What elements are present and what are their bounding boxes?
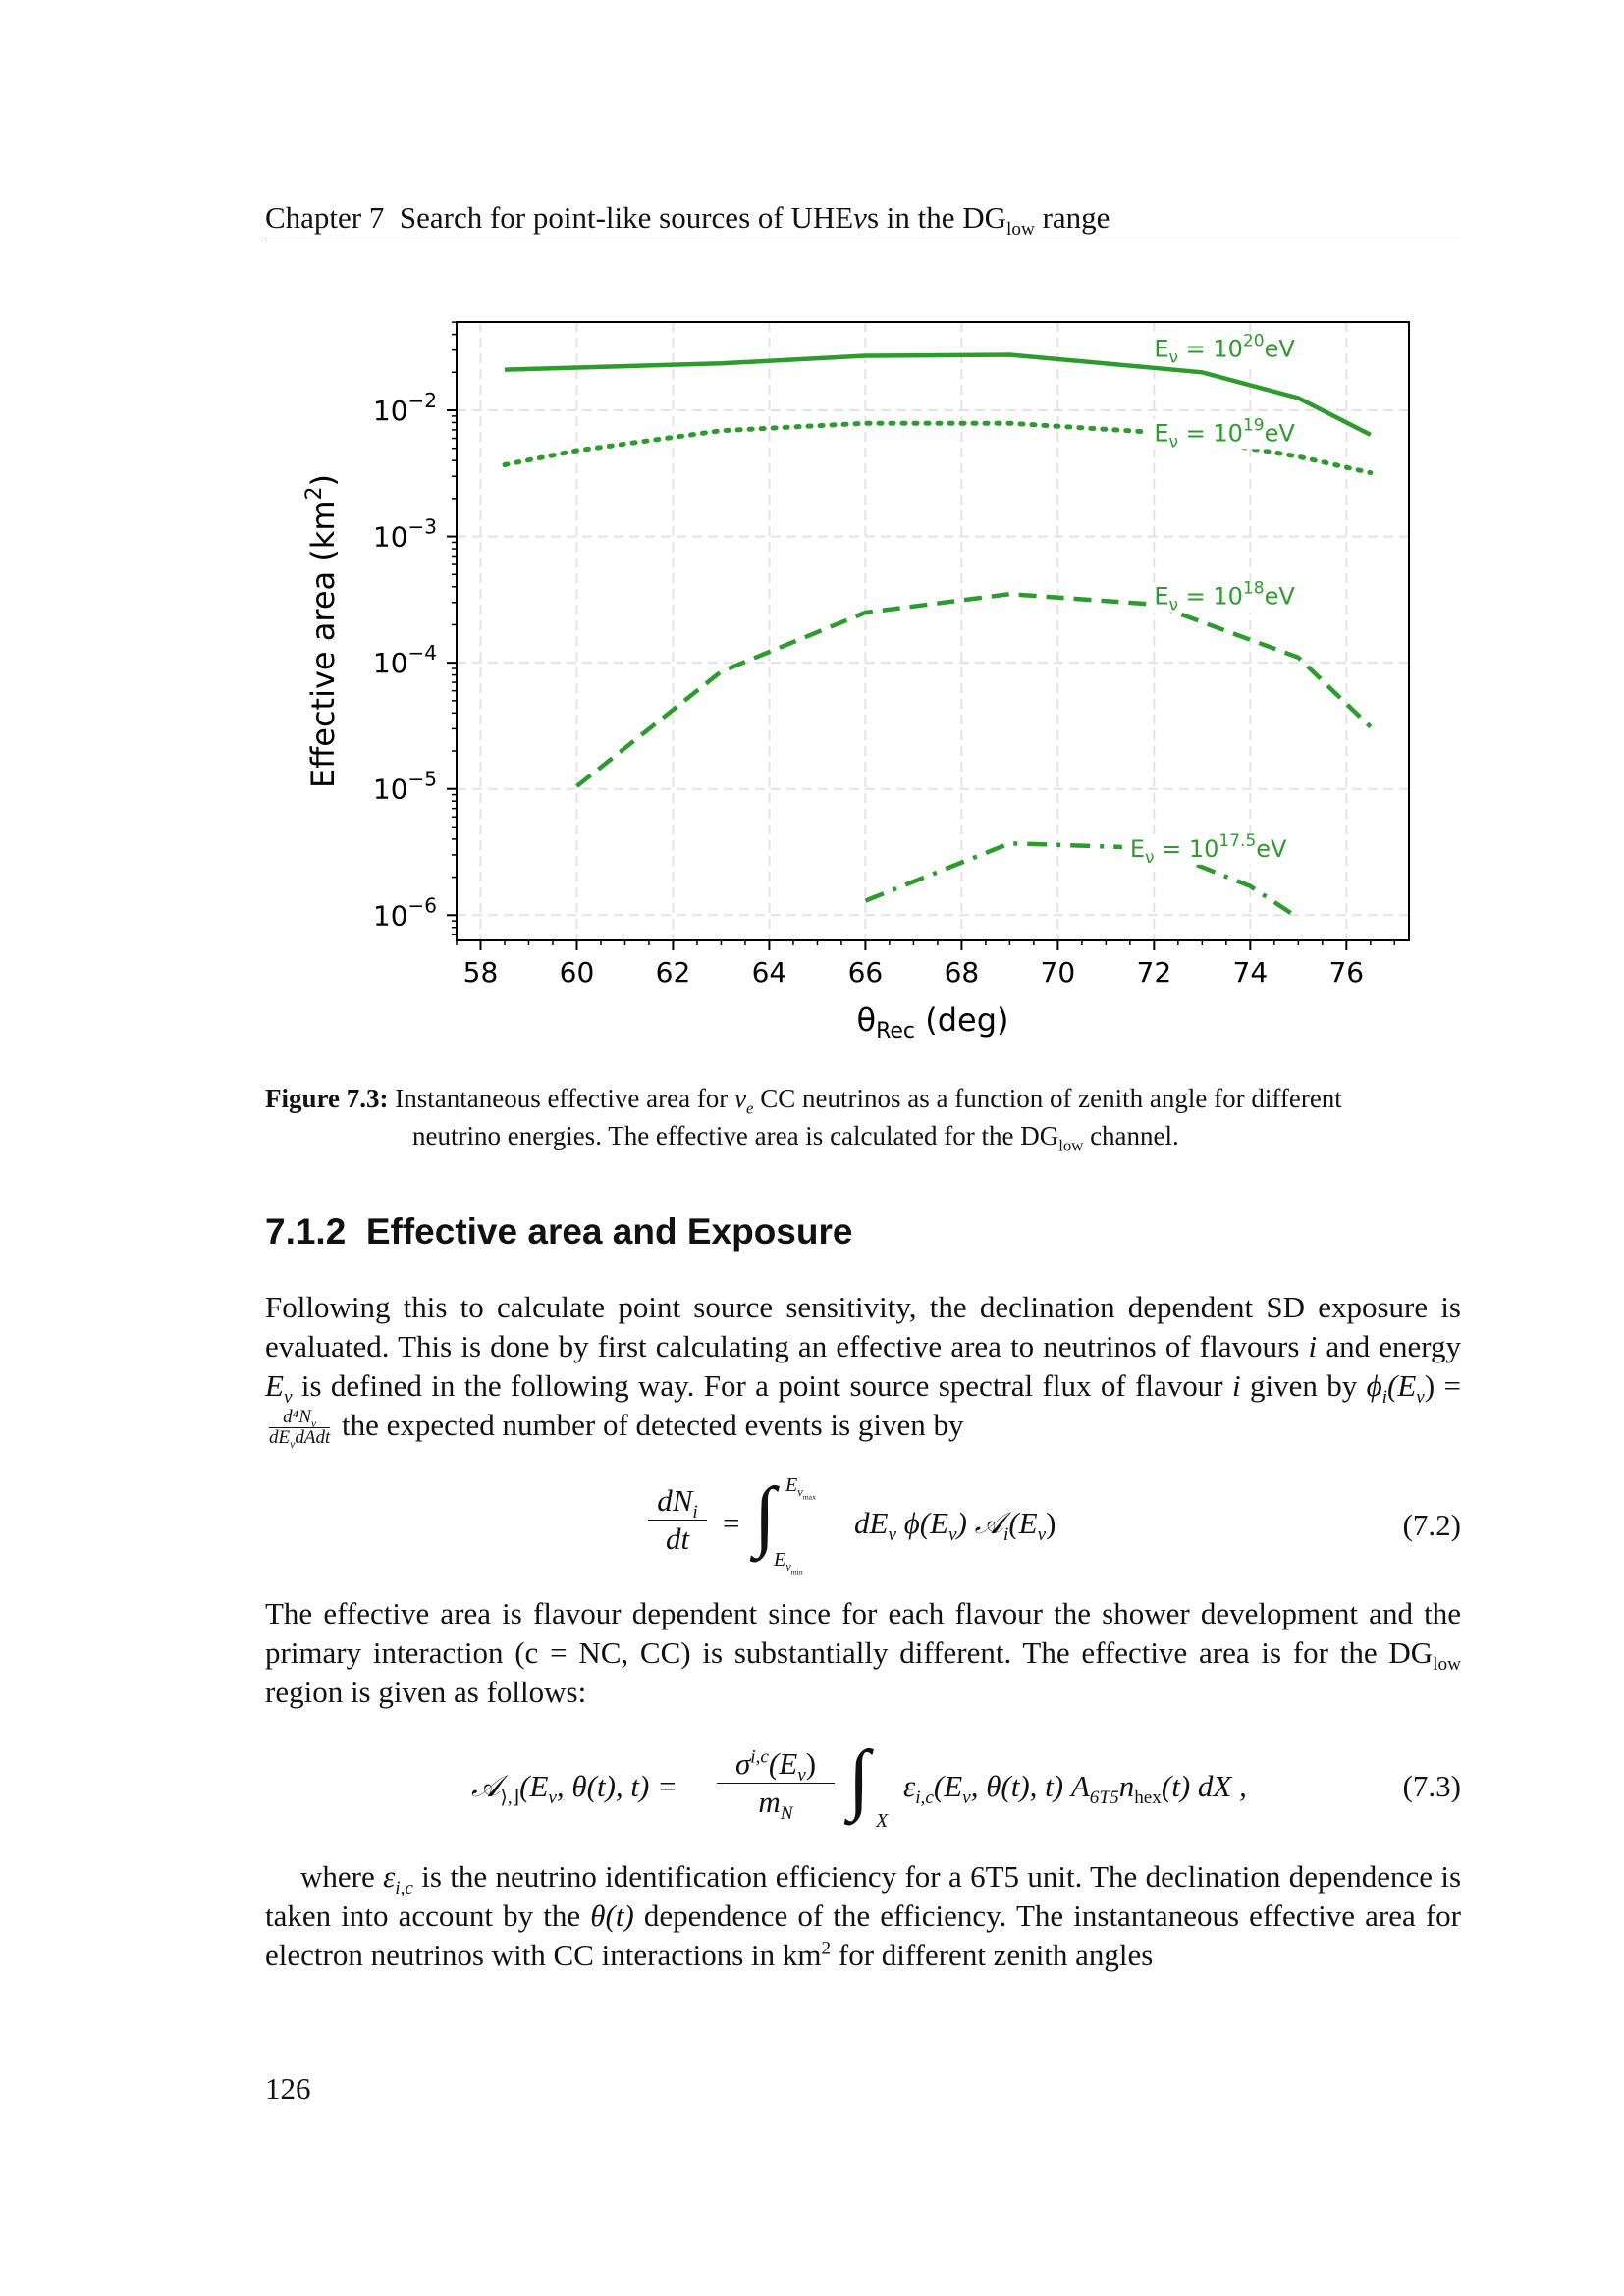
x-tick-label: 62 — [655, 956, 691, 988]
y-tick-label: $10^{-5}$ — [372, 767, 437, 806]
x-tick-label: 68 — [944, 956, 980, 988]
equation-number: (7.3) — [1402, 1769, 1461, 1803]
inline-fraction: $d^4N_\nu$ $dE_\nu dAdt$ — [269, 1407, 331, 1452]
series-line-2 — [577, 594, 1371, 786]
x-tick-label: 58 — [462, 956, 499, 988]
x-axis-label: $\theta_{Rec}$ (deg) — [856, 1001, 1009, 1043]
figure-label: Figure 7.3: — [265, 1084, 389, 1113]
x-tick-label: 76 — [1328, 956, 1365, 988]
paragraph-2: The effective area is flavour dependent since for each flavour the shower development and the primary interaction (c = NC, CC) is substantially different. The effective area is for the $DG_{low}$ region is given as follows: — [265, 1596, 1461, 1709]
chart-svg — [295, 294, 1434, 1060]
series-label-2: $E_\nu = 10^{18}eV$ — [1154, 578, 1295, 615]
x-tick-label: 74 — [1232, 956, 1269, 988]
chapter-title: Search for point-like sources of UHEνs in the $DG_{low}$ range — [399, 200, 1110, 240]
equation-7-2: $dN_i$ dt = ∫ $E_{\nu_{max}}$ $E_{\nu_{min}}$ $dE_\nu$ $\phi(E_\nu)$ $𝒜_i(E_\nu)$ (7.2) — [265, 1472, 1461, 1580]
paragraph-1: Following this to calculate point source sensitivity, the declination dependent SD exposure is evaluated. This is done by first calculating an effective area to neutrinos of flavours i and energy $E_\nu$ is defined in the following way. For a point source spectral flux of flavour i given by $\phi_i(E_\nu)$ = $d^4N_\nu$ $dE_\nu dAdt$ the expected number of detected events is given by — [265, 1290, 1462, 1452]
x-tick-label: 64 — [751, 956, 787, 988]
section-title: 7.1.2 Effective area and Exposure — [265, 1211, 853, 1252]
x-tick-label: 72 — [1136, 956, 1172, 988]
effective-area-chart — [295, 294, 1434, 1060]
equation-number: (7.2) — [1402, 1508, 1461, 1542]
equation-7-3: $𝒜_{⟩,⌋}(E_\nu$, θ(t), t) = $\sigma^{i,c}(E_\nu)$ $m_N$ ∫ X $\varepsilon_{i,c}(E_\nu$, θ(t), t) $A_{6T5}n_{hex}(t)$ dX , (7.3) — [471, 1735, 1461, 1832]
paragraph-3: where $\varepsilon_{i,c}$ is the neutrino identification efficiency for a 6T5 unit. The declination dependence is taken into account by the θ(t) dependence of the efficiency. The instantaneous effective area for electron neutrinos with CC interactions in $km^2$ for different zenith angles — [265, 1859, 1462, 1972]
y-tick-label: $10^{-4}$ — [372, 641, 437, 680]
series-label-0: $E_\nu = 10^{20}eV$ — [1154, 331, 1295, 368]
chapter-label: Chapter 7 — [265, 200, 385, 235]
series-label-1: $E_\nu = 10^{19}eV$ — [1154, 415, 1295, 453]
x-tick-label: 70 — [1040, 956, 1076, 988]
series-label-3: $E_\nu = 10^{17.5}eV$ — [1129, 830, 1287, 868]
y-tick-label: $10^{-6}$ — [372, 893, 437, 933]
y-tick-label: $10^{-3}$ — [372, 514, 437, 554]
y-axis-label: Effective area $(km^2)$ — [302, 474, 342, 788]
page-number: 126 — [265, 2071, 311, 2106]
figure-caption: Figure 7.3: Instantaneous effective area for $\nu_e$ CC neutrinos as a function of zenith angle for different neutrino energies. The effective area is calculated for the $DG_{low}$ channel. — [265, 1084, 1342, 1155]
x-tick-label: 60 — [559, 956, 595, 988]
y-tick-label: $10^{-2}$ — [372, 389, 437, 427]
running-header — [265, 198, 1461, 240]
chart-labels — [1122, 332, 1295, 868]
x-tick-label: 66 — [847, 956, 884, 988]
